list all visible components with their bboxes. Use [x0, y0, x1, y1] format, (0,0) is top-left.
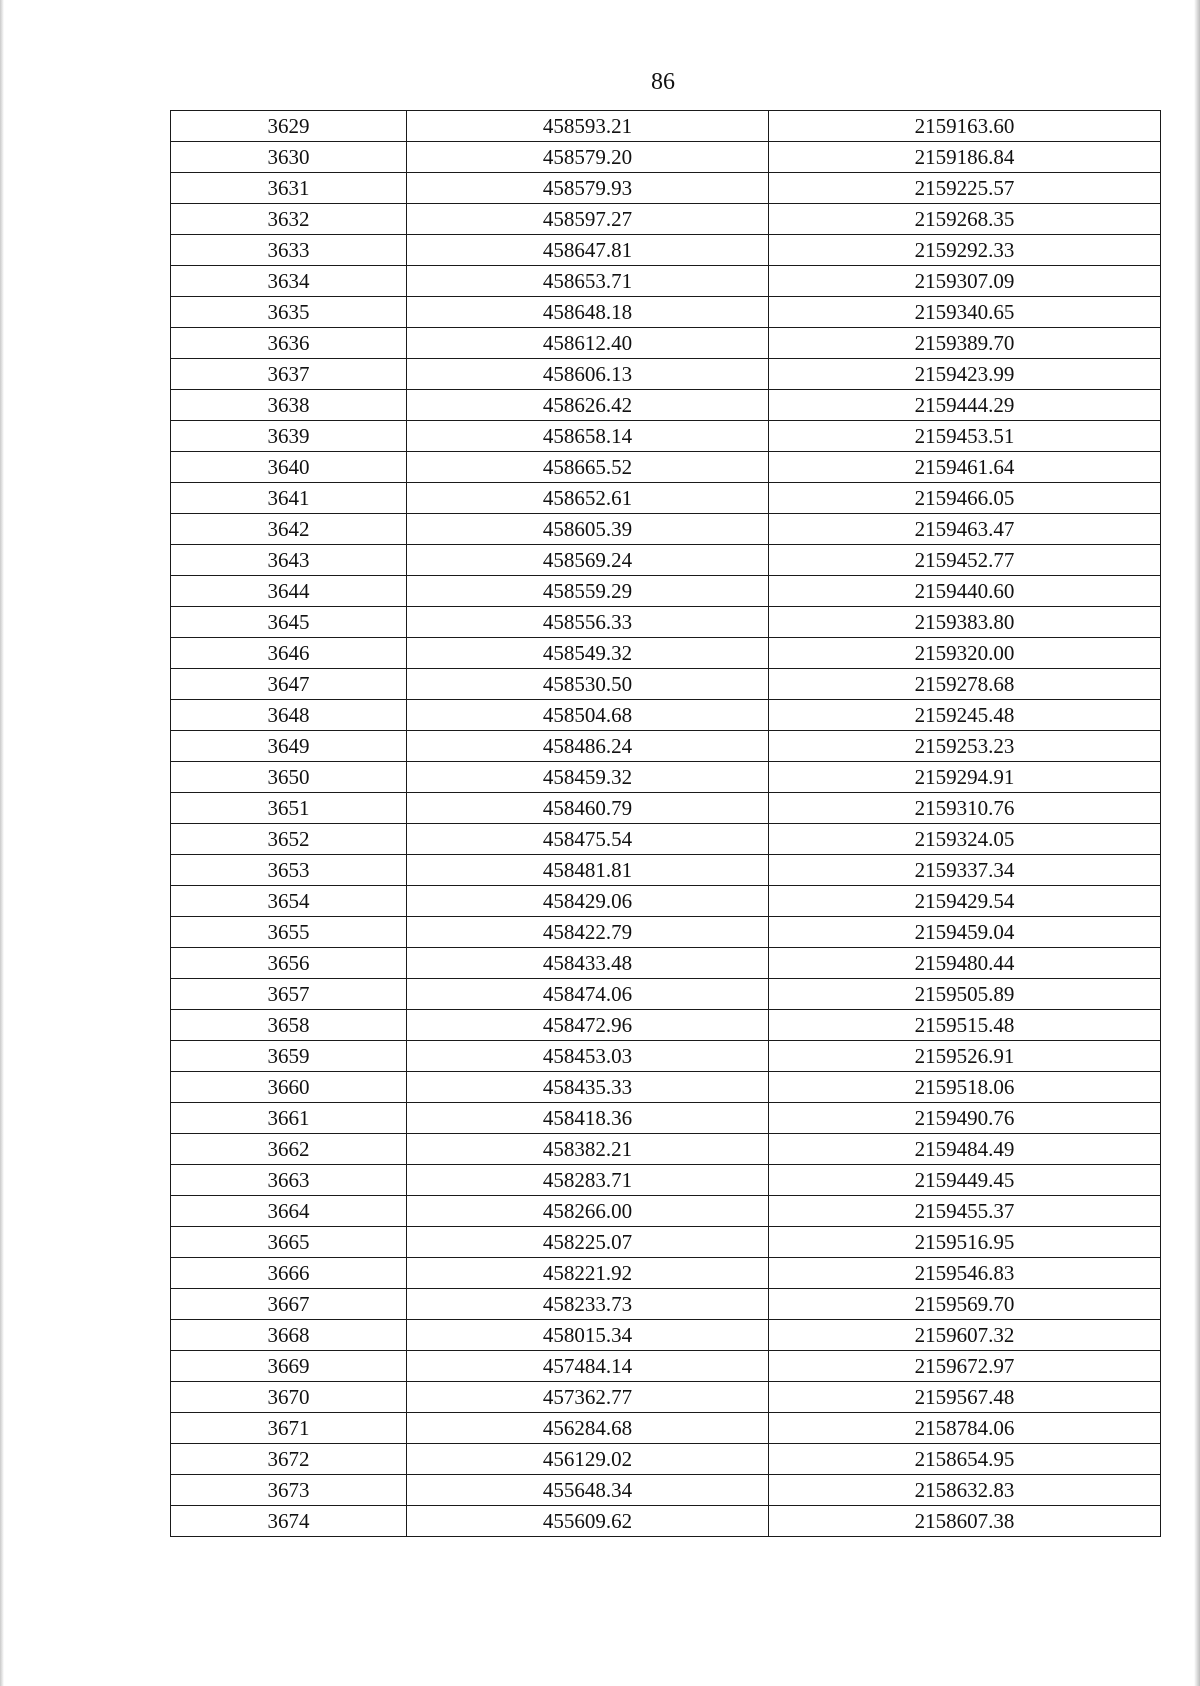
x-coordinate-cell: 458549.32 [407, 638, 769, 669]
scan-edge-right [1194, 0, 1200, 1686]
y-coordinate-cell: 2159337.34 [769, 855, 1161, 886]
y-coordinate-cell: 2159389.70 [769, 328, 1161, 359]
x-coordinate-cell: 458579.93 [407, 173, 769, 204]
y-coordinate-cell: 2159163.60 [769, 111, 1161, 142]
point-number-cell: 3645 [171, 607, 407, 638]
x-coordinate-cell: 458459.32 [407, 762, 769, 793]
x-coordinate-cell: 458597.27 [407, 204, 769, 235]
y-coordinate-cell: 2159245.48 [769, 700, 1161, 731]
point-number-cell: 3654 [171, 886, 407, 917]
x-coordinate-cell: 458665.52 [407, 452, 769, 483]
y-coordinate-cell: 2159515.48 [769, 1010, 1161, 1041]
table-row [171, 1444, 1161, 1475]
x-coordinate-cell: 458283.71 [407, 1165, 769, 1196]
table-row [171, 1041, 1161, 1072]
table-row [171, 514, 1161, 545]
table-row [171, 855, 1161, 886]
point-number-cell: 3674 [171, 1506, 407, 1537]
point-number-cell: 3649 [171, 731, 407, 762]
point-number-cell: 3669 [171, 1351, 407, 1382]
table-row [171, 824, 1161, 855]
point-number-cell: 3652 [171, 824, 407, 855]
x-coordinate-cell: 458429.06 [407, 886, 769, 917]
x-coordinate-cell: 458233.73 [407, 1289, 769, 1320]
point-number-cell: 3655 [171, 917, 407, 948]
y-coordinate-cell: 2158607.38 [769, 1506, 1161, 1537]
x-coordinate-cell: 458626.42 [407, 390, 769, 421]
x-coordinate-cell: 458225.07 [407, 1227, 769, 1258]
table-row [171, 421, 1161, 452]
point-number-cell: 3663 [171, 1165, 407, 1196]
y-coordinate-cell: 2158784.06 [769, 1413, 1161, 1444]
y-coordinate-cell: 2159320.00 [769, 638, 1161, 669]
point-number-cell: 3661 [171, 1103, 407, 1134]
y-coordinate-cell: 2159186.84 [769, 142, 1161, 173]
point-number-cell: 3639 [171, 421, 407, 452]
point-number-cell: 3646 [171, 638, 407, 669]
table-row [171, 1227, 1161, 1258]
table-row [171, 979, 1161, 1010]
table-row [171, 793, 1161, 824]
table-row [171, 1072, 1161, 1103]
x-coordinate-cell: 458382.21 [407, 1134, 769, 1165]
y-coordinate-cell: 2159526.91 [769, 1041, 1161, 1072]
table-row [171, 1289, 1161, 1320]
point-number-cell: 3637 [171, 359, 407, 390]
point-number-cell: 3648 [171, 700, 407, 731]
table-row [171, 483, 1161, 514]
table-row [171, 1413, 1161, 1444]
y-coordinate-cell: 2159444.29 [769, 390, 1161, 421]
table-row [171, 328, 1161, 359]
point-number-cell: 3665 [171, 1227, 407, 1258]
y-coordinate-cell: 2159310.76 [769, 793, 1161, 824]
point-number-cell: 3673 [171, 1475, 407, 1506]
x-coordinate-cell: 458422.79 [407, 917, 769, 948]
table-row [171, 204, 1161, 235]
table-row [171, 638, 1161, 669]
table-row [171, 886, 1161, 917]
x-coordinate-cell: 456284.68 [407, 1413, 769, 1444]
x-coordinate-cell: 458418.36 [407, 1103, 769, 1134]
table-row [171, 917, 1161, 948]
point-number-cell: 3659 [171, 1041, 407, 1072]
x-coordinate-cell: 458266.00 [407, 1196, 769, 1227]
x-coordinate-cell: 458647.81 [407, 235, 769, 266]
y-coordinate-cell: 2159567.48 [769, 1382, 1161, 1413]
y-coordinate-cell: 2159429.54 [769, 886, 1161, 917]
table-row [171, 669, 1161, 700]
y-coordinate-cell: 2159672.97 [769, 1351, 1161, 1382]
x-coordinate-cell: 458433.48 [407, 948, 769, 979]
y-coordinate-cell: 2159268.35 [769, 204, 1161, 235]
point-number-cell: 3664 [171, 1196, 407, 1227]
x-coordinate-cell: 458593.21 [407, 111, 769, 142]
y-coordinate-cell: 2158654.95 [769, 1444, 1161, 1475]
table-row [171, 1351, 1161, 1382]
table-row [171, 762, 1161, 793]
x-coordinate-cell: 458474.06 [407, 979, 769, 1010]
x-coordinate-cell: 455609.62 [407, 1506, 769, 1537]
coordinate-table [170, 110, 1161, 1537]
x-coordinate-cell: 458648.18 [407, 297, 769, 328]
y-coordinate-cell: 2159607.32 [769, 1320, 1161, 1351]
x-coordinate-cell: 458481.81 [407, 855, 769, 886]
x-coordinate-cell: 456129.02 [407, 1444, 769, 1475]
point-number-cell: 3641 [171, 483, 407, 514]
x-coordinate-cell: 458453.03 [407, 1041, 769, 1072]
y-coordinate-cell: 2159466.05 [769, 483, 1161, 514]
y-coordinate-cell: 2159480.44 [769, 948, 1161, 979]
table-row [171, 700, 1161, 731]
table-row [171, 607, 1161, 638]
table-row [171, 297, 1161, 328]
point-number-cell: 3670 [171, 1382, 407, 1413]
table-row [171, 1506, 1161, 1537]
table-row [171, 111, 1161, 142]
y-coordinate-cell: 2159455.37 [769, 1196, 1161, 1227]
table-row [171, 1475, 1161, 1506]
point-number-cell: 3667 [171, 1289, 407, 1320]
y-coordinate-cell: 2159453.51 [769, 421, 1161, 452]
x-coordinate-cell: 458605.39 [407, 514, 769, 545]
x-coordinate-cell: 458504.68 [407, 700, 769, 731]
y-coordinate-cell: 2159546.83 [769, 1258, 1161, 1289]
y-coordinate-cell: 2159253.23 [769, 731, 1161, 762]
x-coordinate-cell: 458435.33 [407, 1072, 769, 1103]
table-row [171, 1258, 1161, 1289]
x-coordinate-cell: 457362.77 [407, 1382, 769, 1413]
y-coordinate-cell: 2158632.83 [769, 1475, 1161, 1506]
table-row [171, 390, 1161, 421]
table-row [171, 1134, 1161, 1165]
table-row [171, 235, 1161, 266]
page-number: 86 [651, 69, 675, 95]
point-number-cell: 3636 [171, 328, 407, 359]
table-row [171, 359, 1161, 390]
y-coordinate-cell: 2159452.77 [769, 545, 1161, 576]
x-coordinate-cell: 458556.33 [407, 607, 769, 638]
point-number-cell: 3629 [171, 111, 407, 142]
x-coordinate-cell: 458606.13 [407, 359, 769, 390]
point-number-cell: 3631 [171, 173, 407, 204]
y-coordinate-cell: 2159294.91 [769, 762, 1161, 793]
y-coordinate-cell: 2159449.45 [769, 1165, 1161, 1196]
y-coordinate-cell: 2159383.80 [769, 607, 1161, 638]
table-row [171, 1103, 1161, 1134]
scan-edge-left [0, 0, 4, 1686]
y-coordinate-cell: 2159459.04 [769, 917, 1161, 948]
x-coordinate-cell: 458559.29 [407, 576, 769, 607]
x-coordinate-cell: 458530.50 [407, 669, 769, 700]
table-row [171, 1010, 1161, 1041]
y-coordinate-cell: 2159490.76 [769, 1103, 1161, 1134]
point-number-cell: 3634 [171, 266, 407, 297]
table-row [171, 173, 1161, 204]
y-coordinate-cell: 2159516.95 [769, 1227, 1161, 1258]
coordinate-table-body [171, 111, 1161, 1537]
table-row [171, 1320, 1161, 1351]
point-number-cell: 3635 [171, 297, 407, 328]
table-row [171, 948, 1161, 979]
y-coordinate-cell: 2159423.99 [769, 359, 1161, 390]
point-number-cell: 3666 [171, 1258, 407, 1289]
point-number-cell: 3643 [171, 545, 407, 576]
x-coordinate-cell: 458486.24 [407, 731, 769, 762]
y-coordinate-cell: 2159461.64 [769, 452, 1161, 483]
point-number-cell: 3668 [171, 1320, 407, 1351]
table-row [171, 1382, 1161, 1413]
y-coordinate-cell: 2159569.70 [769, 1289, 1161, 1320]
y-coordinate-cell: 2159307.09 [769, 266, 1161, 297]
table-row [171, 545, 1161, 576]
table-row [171, 142, 1161, 173]
point-number-cell: 3658 [171, 1010, 407, 1041]
x-coordinate-cell: 458475.54 [407, 824, 769, 855]
y-coordinate-cell: 2159484.49 [769, 1134, 1161, 1165]
point-number-cell: 3650 [171, 762, 407, 793]
point-number-cell: 3672 [171, 1444, 407, 1475]
table-row [171, 1196, 1161, 1227]
point-number-cell: 3671 [171, 1413, 407, 1444]
x-coordinate-cell: 458569.24 [407, 545, 769, 576]
y-coordinate-cell: 2159324.05 [769, 824, 1161, 855]
point-number-cell: 3647 [171, 669, 407, 700]
point-number-cell: 3642 [171, 514, 407, 545]
x-coordinate-cell: 458472.96 [407, 1010, 769, 1041]
table-row [171, 1165, 1161, 1196]
y-coordinate-cell: 2159440.60 [769, 576, 1161, 607]
x-coordinate-cell: 458015.34 [407, 1320, 769, 1351]
point-number-cell: 3660 [171, 1072, 407, 1103]
y-coordinate-cell: 2159340.65 [769, 297, 1161, 328]
point-number-cell: 3651 [171, 793, 407, 824]
x-coordinate-cell: 458658.14 [407, 421, 769, 452]
point-number-cell: 3644 [171, 576, 407, 607]
table-row [171, 266, 1161, 297]
x-coordinate-cell: 457484.14 [407, 1351, 769, 1382]
point-number-cell: 3638 [171, 390, 407, 421]
x-coordinate-cell: 458579.20 [407, 142, 769, 173]
point-number-cell: 3632 [171, 204, 407, 235]
y-coordinate-cell: 2159225.57 [769, 173, 1161, 204]
y-coordinate-cell: 2159505.89 [769, 979, 1161, 1010]
point-number-cell: 3657 [171, 979, 407, 1010]
x-coordinate-cell: 458652.61 [407, 483, 769, 514]
y-coordinate-cell: 2159278.68 [769, 669, 1161, 700]
point-number-cell: 3633 [171, 235, 407, 266]
y-coordinate-cell: 2159292.33 [769, 235, 1161, 266]
y-coordinate-cell: 2159518.06 [769, 1072, 1161, 1103]
x-coordinate-cell: 458221.92 [407, 1258, 769, 1289]
table-row [171, 731, 1161, 762]
point-number-cell: 3656 [171, 948, 407, 979]
x-coordinate-cell: 455648.34 [407, 1475, 769, 1506]
table-row [171, 452, 1161, 483]
x-coordinate-cell: 458460.79 [407, 793, 769, 824]
y-coordinate-cell: 2159463.47 [769, 514, 1161, 545]
point-number-cell: 3640 [171, 452, 407, 483]
x-coordinate-cell: 458612.40 [407, 328, 769, 359]
table-row [171, 576, 1161, 607]
x-coordinate-cell: 458653.71 [407, 266, 769, 297]
point-number-cell: 3653 [171, 855, 407, 886]
point-number-cell: 3630 [171, 142, 407, 173]
point-number-cell: 3662 [171, 1134, 407, 1165]
